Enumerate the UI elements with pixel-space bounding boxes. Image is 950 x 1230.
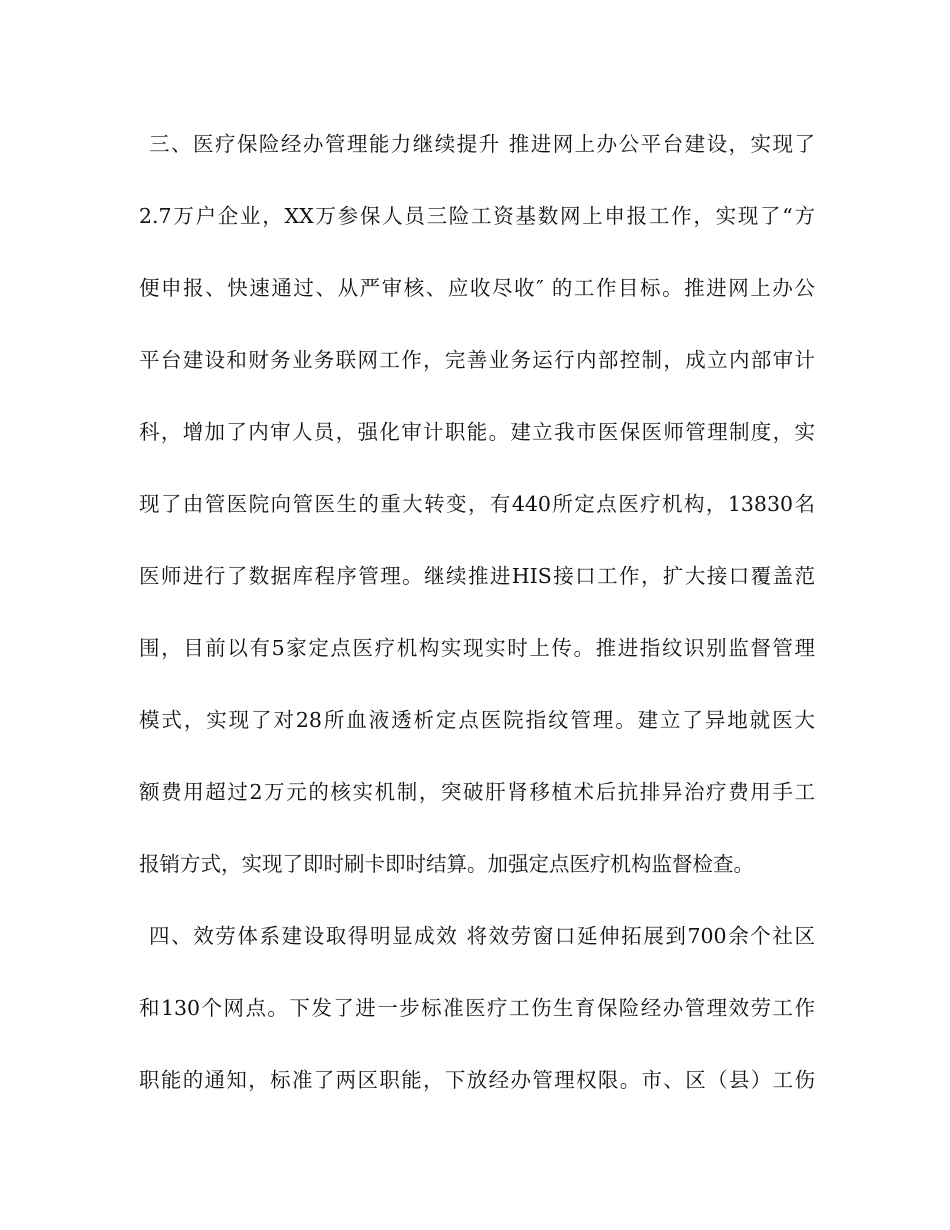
text-line: 职能的通知，标准了两区职能，下放经办管理权限。市、区（县）工伤 <box>139 1068 815 1092</box>
text-line: 医师进行了数据库程序管理。继续推进HIS接口工作，扩大接口覆盖范 <box>139 564 815 588</box>
text-line: 2.7万户企业，XX万参保人员三险工资基数网上申报工作，实现了“方 <box>139 204 815 228</box>
text-line: 报销方式，实现了即时刷卡即时结算。加强定点医疗机构监督检查。 <box>139 852 754 876</box>
text-line: 科，增加了内审人员，强化审计职能。建立我市医保医师管理制度，实 <box>139 420 815 444</box>
text-line: 三、医疗保险经办管理能力继续提升 推进网上办公平台建设，实现了 <box>149 132 815 156</box>
text-line: 额费用超过2万元的核实机制，突破肝肾移植术后抗排异治疗费用手工 <box>139 780 815 804</box>
text-line: 便申报、快速通过、从严审核、应收尽收″ 的工作目标。推进网上办公 <box>139 276 815 300</box>
text-line: 四、效劳体系建设取得明显成效 将效劳窗口延伸拓展到700余个社区 <box>149 924 815 948</box>
text-line: 现了由管医院向管医生的重大转变，有440所定点医疗机构，13830名 <box>139 492 815 516</box>
text-line: 和130个网点。下发了进一步标准医疗工伤生育保险经办管理效劳工作 <box>139 996 815 1020</box>
text-line: 模式，实现了对28所血液透析定点医院指纹管理。建立了异地就医大 <box>139 708 815 732</box>
text-line: 平台建设和财务业务联网工作，完善业务运行内部控制，成立内部审计 <box>139 348 815 372</box>
text-line: 围，目前以有5家定点医疗机构实现实时上传。推进指纹识别监督管理 <box>139 636 815 660</box>
